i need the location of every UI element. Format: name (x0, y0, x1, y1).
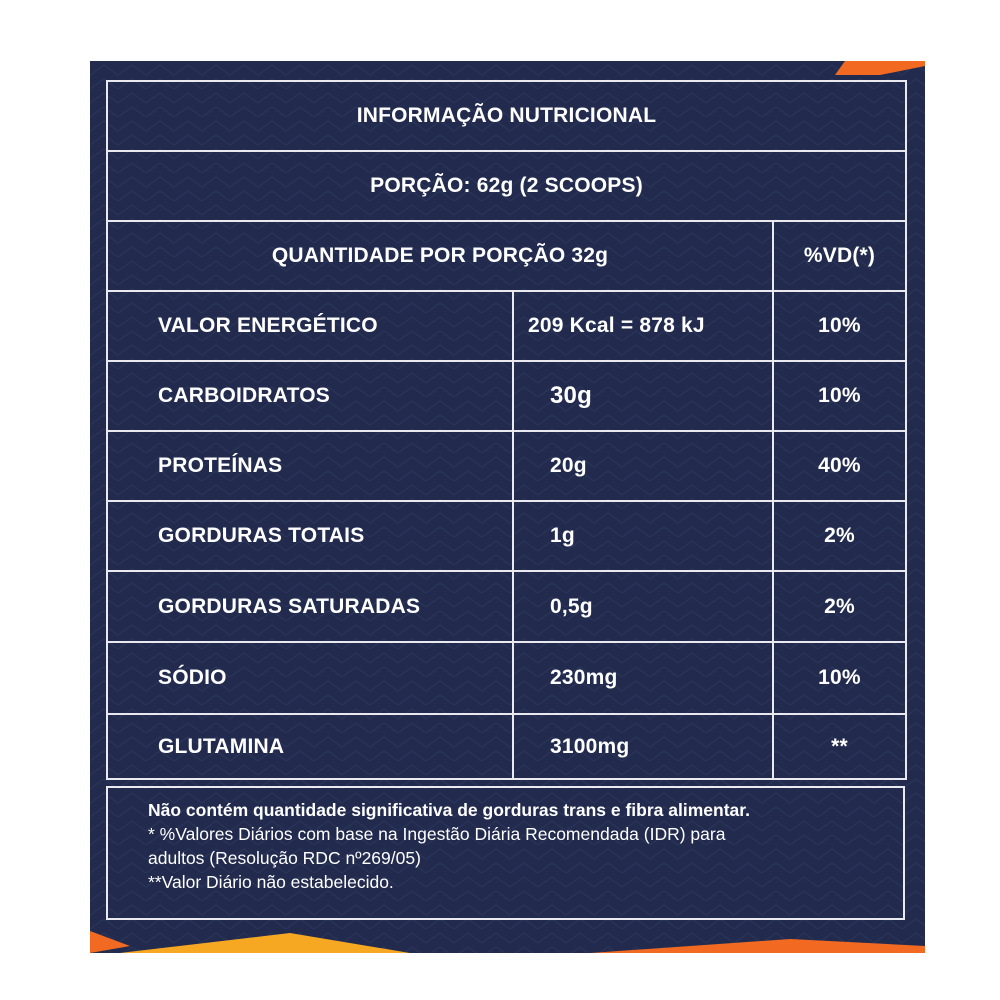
nutrient-name: GLUTAMINA (106, 713, 514, 780)
table-title: INFORMAÇÃO NUTRICIONAL (106, 80, 907, 152)
nutrient-name: SÓDIO (106, 641, 514, 715)
nutrient-amount: 30g (512, 360, 774, 432)
nutrient-amount: 3100mg (512, 713, 774, 780)
footnote-daily-values: * %Valores Diários com base na Ingestão Diária Recomendada (IDR) para (148, 824, 726, 844)
nutrient-name: GORDURAS SATURADAS (106, 570, 514, 643)
nutrient-daily-value: ** (772, 713, 907, 780)
nutrient-daily-value: 2% (772, 500, 907, 572)
nutrient-daily-value: 2% (772, 570, 907, 643)
nutrient-amount: 209 Kcal = 878 kJ (512, 290, 774, 362)
amount-per-portion-header: QUANTIDADE POR PORÇÃO 32g (106, 220, 774, 292)
nutrient-daily-value: 10% (772, 641, 907, 715)
nutrient-name: PROTEÍNAS (106, 430, 514, 502)
nutrient-daily-value: 10% (772, 360, 907, 432)
daily-value-header: %VD(*) (772, 220, 907, 292)
footnote-resolution: adultos (Resolução RDC nº269/05) (148, 848, 421, 868)
nutrient-name: VALOR ENERGÉTICO (106, 290, 514, 362)
portion-size: PORÇÃO: 62g (2 SCOOPS) (106, 150, 907, 222)
nutrient-amount: 230mg (512, 641, 774, 715)
footnotes (106, 786, 905, 920)
nutrient-amount: 1g (512, 500, 774, 572)
nutrient-name: CARBOIDRATOS (106, 360, 514, 432)
nutrient-amount: 0,5g (512, 570, 774, 643)
footnote-trans-fat: Não contém quantidade significativa de gorduras trans e fibra alimentar. (148, 800, 750, 820)
nutrient-daily-value: 40% (772, 430, 907, 502)
nutrient-name: GORDURAS TOTAIS (106, 500, 514, 572)
nutrient-amount: 20g (512, 430, 774, 502)
footnote-not-established: **Valor Diário não estabelecido. (148, 872, 394, 892)
nutrient-daily-value: 10% (772, 290, 907, 362)
